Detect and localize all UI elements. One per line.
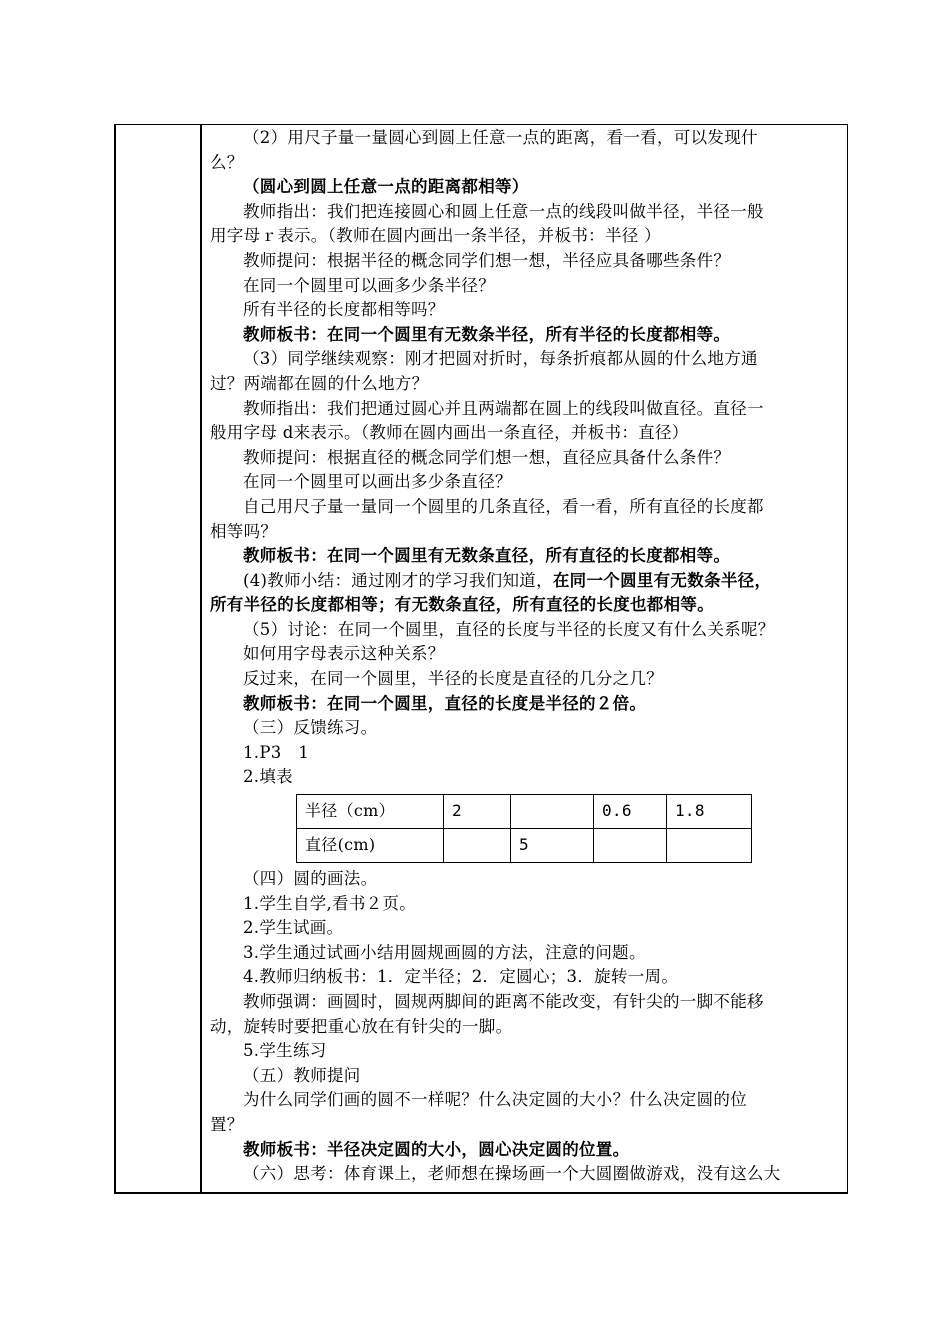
table-cell	[594, 829, 667, 863]
text-line: 为什么同学们画的圆不一样呢？什么决定圆的大小？什么决定圆的位	[243, 1090, 747, 1110]
text-line: 4.教师归纳板书：1．定半径；2．定圆心；3．旋转一周。	[243, 967, 679, 987]
summary-text: (4)教师小结：通过刚才的学习我们知道，	[243, 570, 553, 590]
text-line: 教师提问：根据直径的概念同学们想一想，直径应具备什么条件？	[243, 447, 731, 467]
column-divider	[200, 124, 202, 1194]
table-cell: 直径(cm)	[297, 829, 444, 863]
text-line: 自己用尺子量一量同一个圆里的几条直径，看一看，所有直径的长度都	[243, 496, 764, 516]
text-line: 反过来，在同一个圆里，半径的长度是直径的几分之几？	[243, 669, 663, 689]
table-cell: 半径（cm）	[297, 795, 444, 829]
text-line: 1.学生自学,看书２页。	[243, 893, 417, 913]
text-line: 相等吗？	[210, 521, 278, 541]
table-row	[297, 795, 752, 829]
text-line: 所有半径的长度都相等吗？	[243, 300, 445, 320]
text-line: 般用字母 d来表示。（教师在圆内画出一条直径，并板书：直径）	[210, 423, 689, 443]
table-cell	[511, 795, 594, 829]
text-line: 在同一个圆里可以画多少条半径？	[243, 275, 495, 295]
text-line	[210, 569, 840, 594]
text-line: 2.学生试画。	[243, 918, 344, 938]
text-line: 用字母ｒ表示。（教师在圆内画出一条半径，并板书：半径 ）	[210, 226, 661, 246]
text-line: （五）教师提问	[243, 1065, 361, 1085]
fill-in-table	[296, 794, 752, 863]
lesson-content	[210, 126, 840, 1187]
text-line: （四）圆的画法。	[243, 869, 378, 889]
text-line: 3.学生通过试画小结用圆规画圆的方法，注意的问题。	[243, 942, 646, 962]
text-line: （三）反馈练习。	[243, 718, 378, 738]
table-cell	[444, 829, 511, 863]
table-cell: 5	[511, 829, 594, 863]
text-line: 1.P3 1	[243, 742, 310, 762]
text-line: 如何用字母表示这种关系？	[243, 644, 445, 664]
text-line: 过？两端都在圆的什么地方？	[210, 373, 429, 393]
text-line: 教师提问：根据半径的概念同学们想一想，半径应具备哪些条件？	[243, 250, 731, 270]
text-line: 教师指出：我们把连接圆心和圆上任意一点的线段叫做半径，半径一般	[243, 201, 764, 221]
table-cell	[667, 829, 752, 863]
text-line: （圆心到圆上任意一点的距离都相等）	[243, 177, 529, 197]
text-line: 教师板书：在同一个圆里有无数条直径，所有直径的长度都相等。	[243, 546, 731, 566]
table-row	[297, 829, 752, 863]
text-line: （3）同学继续观察：刚才把圆对折时，每条折痕都从圆的什么地方通	[243, 349, 758, 369]
text-line: 么？	[210, 152, 244, 172]
text-line: 教师指出：我们把通过圆心并且两端都在圆上的线段叫做直径。直径一	[243, 398, 764, 418]
text-line: 5.学生练习	[243, 1041, 327, 1061]
text-line: 置？	[210, 1114, 244, 1134]
text-line: 2.填表	[243, 767, 293, 787]
text-line: 教师板书：在同一个圆里，直径的长度是半径的２倍。	[243, 693, 647, 713]
text-line: 教师板书：在同一个圆里有无数条半径，所有半径的长度都相等。	[243, 324, 731, 344]
text-line: （5）讨论：在同一个圆里，直径的长度与半径的长度又有什么关系呢？	[243, 619, 775, 639]
table-cell: 2	[444, 795, 511, 829]
text-line: （2）用尺子量一量圆心到圆上任意一点的距离，看一看，可以发现什	[243, 128, 758, 147]
table-cell: 1.8	[667, 795, 752, 829]
text-line: 所有半径的长度都相等；有无数条直径，所有直径的长度也都相等。	[210, 595, 714, 615]
text-line: 教师强调：画圆时，圆规两脚间的距离不能改变，有针尖的一脚不能移	[243, 992, 764, 1011]
text-line: 教师板书：半径决定圆的大小，圆心决定圆的位置。	[243, 1139, 630, 1159]
text-line: 动，旋转时要把重心放在有针尖的一脚。	[210, 1016, 513, 1036]
text-line: 在同一个圆里可以画出多少条直径？	[243, 472, 512, 492]
summary-bold-text: 在同一个圆里有无数条半径，	[552, 570, 772, 590]
table-cell: 0.6	[594, 795, 667, 829]
text-line: （六）思考：体育课上，老师想在操场画一个大圆圈做游戏，没有这么大	[243, 1164, 781, 1184]
